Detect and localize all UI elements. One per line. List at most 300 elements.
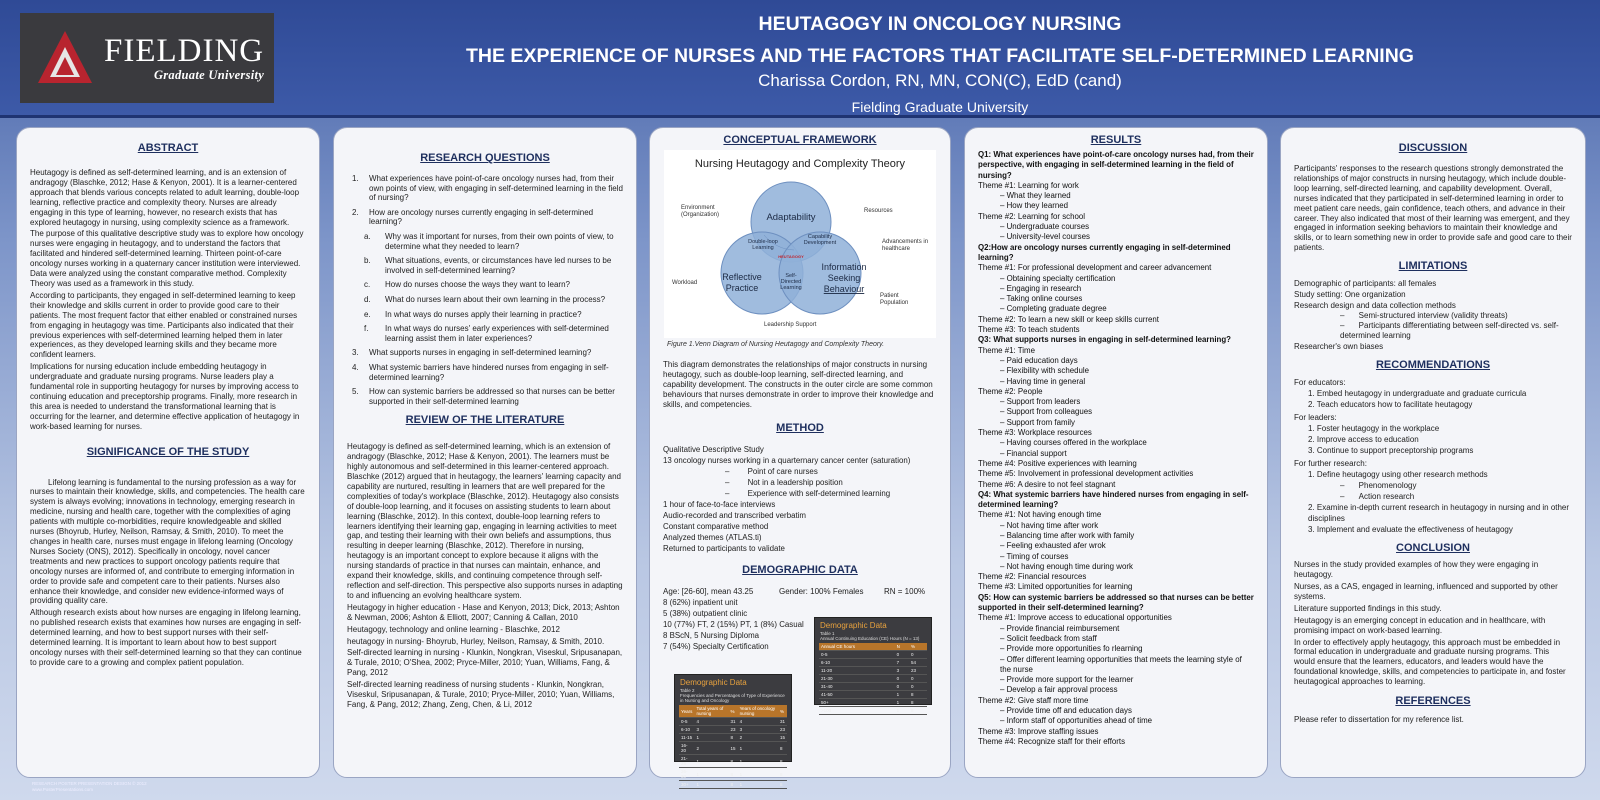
- table-cell: >100: [819, 707, 895, 715]
- method-line: Qualitative Descriptive Study: [663, 444, 764, 454]
- table-header-cell: N: [895, 643, 909, 651]
- demographic-line: 5 (38%) outpatient clinic: [663, 608, 748, 618]
- table-cell: 8: [778, 768, 787, 781]
- literature-paragraph: Heutagogy is defined as self-determined learning, which is an extension of andragogy (Blaschke, 2012; Hase & Kenyon, 2001). The learners must be highly autonomous and self-determined in this learner-centered approach. Blaschke (2012) argued that in heutagogy, the learners' learning capacity and capability are nurtured, resulting in learners that are well prepared for the complexities of today's workplace (Blaschke, 2012). Heutagogy also consists of double-loop learning, and it focuses on assisting students to learn about learning (Blaschke, 2012). In this context, double-loop learning refers to learners identifying their learning gap, engaging in learning activities to meet gap, and testing their learning with their own beliefs and assumptions, thus resulting in deeper learning (Blaschke, 2012). Therefore in nursing, heutagogy is an important concept to explore because it aligns with the nursing standards of practice in that nurses can maintain, enhance, and expand their knowledge, skills, and continuing competence through self-reflection and self-direction. This perspective also supports nurses in adapting to and influencing an evolving healthcare system.: [347, 442, 623, 600]
- research-question-number: 5.: [352, 387, 359, 397]
- research-question: [347, 363, 623, 382]
- poster-header: [0, 0, 1600, 118]
- table-cell: 50+: [819, 699, 895, 707]
- demographic-line: 10 (77%) FT, 2 (15%) PT, 1 (8%) Casual: [663, 619, 804, 629]
- results-subtheme: – Support from colleagues: [978, 407, 1254, 417]
- demographic-line: 8 BScN, 5 Nursing Diploma: [663, 630, 760, 640]
- demographic-line: 8 (62%) inpatient unit: [663, 597, 738, 607]
- table-cell: 41-50: [819, 691, 895, 699]
- conclusion-paragraph: Heutagogy is an emerging concept in education and in healthcare, with promising impact on work-based learning.: [1294, 615, 1546, 635]
- table-row: [819, 659, 927, 667]
- results-subtheme: – Balancing time after work with family: [978, 531, 1254, 541]
- table-cell: 8: [729, 755, 738, 768]
- logo-name: FIELDING: [104, 32, 265, 69]
- results-subtheme: – Obtaining specialty certification: [978, 274, 1254, 284]
- method-sub: – Not in a leadership position: [663, 477, 937, 488]
- research-question: [347, 295, 623, 305]
- significance-heading: SIGNIFICANCE OF THE STUDY: [86, 445, 250, 458]
- table-cell: 0: [895, 683, 909, 691]
- discussion-heading: DISCUSSION: [1398, 142, 1468, 154]
- results-subtheme: – Inform staff of opportunities ahead of time: [978, 716, 1254, 726]
- research-question-number: e.: [364, 309, 371, 319]
- results-subtheme: – Flexibility with schedule: [978, 366, 1254, 376]
- venn-overlap-learning: Learning: [752, 245, 774, 251]
- table-cell: 8: [778, 755, 787, 768]
- method-line: 1 hour of face-to-face interviews: [663, 499, 776, 509]
- panel-research: [333, 127, 637, 778]
- table-cell: 1: [694, 768, 728, 781]
- table-cell: 8: [909, 707, 927, 715]
- results-subtheme: – Undergraduate courses: [978, 222, 1254, 232]
- logo-subtitle: Graduate University: [153, 67, 265, 82]
- conclusion-heading: CONCLUSION: [1396, 542, 1470, 555]
- limitation-sub: – Semi-structured interview (validity threats): [1294, 311, 1572, 321]
- table-row: [819, 707, 927, 715]
- method-line: 13 oncology nurses working in a quarternary cancer center (saturation): [663, 455, 911, 465]
- results-subtheme: – Feeling exhausted afer wrok: [978, 541, 1254, 551]
- table-cell: 8: [909, 691, 927, 699]
- table-cell: 11-15: [679, 734, 694, 742]
- table-cell: 1: [895, 707, 909, 715]
- research-question-text: Why was it important for nurses, from their own points of view, to determine what they needed to learn?: [385, 231, 614, 251]
- table2-title: Demographic Data: [680, 678, 747, 687]
- recommendation-item: 1. Foster heutagogy in the workplace: [1308, 424, 1440, 434]
- recommendation-group: For further research:: [1294, 459, 1367, 469]
- results-subtheme: – Not having time after work: [978, 521, 1254, 531]
- conclusion-paragraph: Literature supported findings in this study.: [1294, 603, 1442, 613]
- table-row: [819, 683, 927, 691]
- results-theme: Theme #3: Workplace resources: [978, 428, 1092, 438]
- table-cell: 31-40: [819, 683, 895, 691]
- demographic-table-ce-hours: [814, 617, 932, 713]
- results-subtheme: – Solicit feedback from staff: [978, 634, 1254, 644]
- references-heading: REFERENCES: [1395, 695, 1471, 708]
- research-question-text: What systemic barriers have hindered nurses from engaging in self-determined learning?: [369, 362, 609, 382]
- table-row: [679, 781, 787, 789]
- table-header-cell: Annual CE hours: [819, 643, 895, 651]
- venn-overlap-self: Self-: [785, 273, 797, 279]
- results-subtheme: – Develop a fair approval process: [978, 685, 1254, 695]
- recommendations-heading: RECOMMENDATIONS: [1375, 359, 1491, 372]
- table-header-cell: Years: [679, 705, 694, 718]
- venn-overlap-capability: Capability: [807, 234, 833, 240]
- table-cell: 31: [778, 718, 787, 726]
- venn-label-seeking: Seeking: [827, 273, 861, 283]
- research-question-text: What situations, events, or circumstances have led nurses to be involved in self-determined learning?: [385, 256, 612, 275]
- research-question-number: b.: [364, 256, 371, 266]
- table-cell: 0: [909, 683, 927, 691]
- demographic-table-experience: [674, 674, 792, 787]
- table-cell: 0: [895, 651, 909, 659]
- results-theme: Theme #4: Recognize staff for their efforts: [978, 736, 1126, 746]
- results-subtheme: – Having courses offered in the workplace: [978, 438, 1254, 448]
- results-question: Q5: How can systemic barriers be addressed so that nurses can be better supported in their self-determined learning?: [978, 592, 1254, 613]
- venn-overlap-development: Development: [803, 240, 837, 246]
- abstract-paragraph: According to participants, they engaged in self-determined learning to keep their knowledge and skills current in order to provide good care to their patients. The most frequent factor that either enabled or constrained nurses from engaging in heutagogy was time. Participants also indicated that their previous experiences with self-determined learning helped them in later experiences, as they developed learning skills and they became more confident learners.: [30, 290, 298, 360]
- research-question-text: How can systemic barriers be addressed so that nurses can be better supported in their self-determined learning: [369, 387, 615, 406]
- table-row: [679, 755, 787, 768]
- table-cell: 4: [738, 718, 778, 726]
- fielding-logo: [20, 13, 274, 103]
- research-question-text: How do nurses choose the ways they want to learn?: [385, 280, 570, 290]
- figure-caption: Figure 1.Venn Diagram of Nursing Heutagogy and Complexity Theory.: [667, 341, 885, 348]
- method-sub: – Experience with self-determined learning: [663, 488, 937, 499]
- abstract-heading: ABSTRACT: [137, 142, 199, 154]
- research-question-text: What experiences have point-of-care oncology nurses had, from their own points of view, with engaging in self-determined learning in the field of nursing?: [369, 174, 623, 203]
- poster-title: HEUTAGOGY IN ONCOLOGY NURSING: [758, 13, 1122, 35]
- research-question-number: 3.: [352, 348, 359, 358]
- results-subtheme: – Offer different learning opportunities that meets the learning style of the nurse: [978, 655, 1254, 676]
- table2-note: Table 2: [680, 688, 695, 693]
- research-question-text: In what ways do nurses apply their learning in practice?: [385, 309, 582, 319]
- venn-figure: [664, 150, 936, 338]
- outer-patient: Patient: [880, 293, 899, 299]
- table-cell: 3: [738, 726, 778, 734]
- research-question-number: 2.: [352, 207, 359, 217]
- table-cell: 0-5: [819, 651, 895, 659]
- results-theme: Theme #3: To teach students: [978, 325, 1080, 335]
- abstract-paragraph: The purpose of this qualitative descriptive study was to explore how oncology nurses were engaging in heutagogy, and to understand the factors that facilitated and hindered self-determined learning. Thirteen point-of-care oncology nurses working in a quaternary cancer institution were interviewed. Data were analyzed using the constant comparative method. Complexity Theory was used as a framework in this study.: [30, 229, 304, 288]
- table-cell: 1: [694, 755, 728, 768]
- research-questions-list: [347, 174, 623, 406]
- table1-grid: [819, 643, 927, 715]
- recommendation-item: 2. Examine in-depth current research in heutagogy in nursing and in other disciplines: [1308, 503, 1570, 524]
- table-cell: 8: [778, 781, 787, 789]
- results-subtheme: – Not having enough time during work: [978, 562, 1254, 572]
- research-question: [347, 387, 623, 406]
- outer-workload: Workload: [672, 280, 698, 286]
- table-cell: 6-10: [819, 659, 895, 667]
- footer-copyright: RESEARCH POSTER PRESENTATION DESIGN © 2012: [32, 781, 147, 786]
- table-cell: 8: [729, 768, 738, 781]
- author-name: Charissa Cordon, RN, MN, CON(C), EdD (cand): [758, 71, 1122, 90]
- venn-label-behaviour: Behaviour: [823, 284, 865, 294]
- literature-item: Self-directed learning in nursing - Klunkin, Nongkran, Viseskul, Sripusanapan, & Turale, 2010; O'Shea, 2002; Pryce-Miller, 2010; Yuan, Williams, Fang, & Pang, 2012: [347, 648, 623, 678]
- conclusion-paragraph: In order to effectively apply heutagogy, this approach must be embedded in formal education in undergraduate and graduate nursing programs. This would ensure that the learners, educators, and leaders would have the foundational knowledge, skills, and competencies to participate in, and foster heutagogical approaches to learning.: [1294, 637, 1566, 687]
- method-line: Audio-recorded and transcribed verbatim: [663, 510, 806, 520]
- demographic-summary-row: [663, 586, 937, 597]
- discussion-text: Participants' responses to the research questions strongly demonstrated the relationships of major constructs in nursing heutagogy, which include double-loop learning, self-directed learning, and capability development. Overall, nurses indicated that they participated in self-determined learning in order to meet patient care needs, gain confidence, teach others, and advance in their career. They also indicated that most of their learning was emergent, and they engaged in information seeking behaviors to maintain their knowledge and skills, or to learn something new in order to provide safe and good care to their patients.: [1294, 164, 1572, 253]
- table-cell: 15: [729, 742, 738, 755]
- results-subtheme: – Provide time off and education days: [978, 706, 1254, 716]
- outer-leadership: Leadership Support: [764, 322, 817, 328]
- table-cell: 1: [694, 781, 728, 789]
- venn-label-adaptability: Adaptability: [766, 212, 816, 223]
- significance-paragraph: Lifelong learning is fundamental to the nursing profession as a way for nurses to maintain their knowledge, skills, and competencies. The health care system is always evolving; innovations in technology, emerging research in medicine, nursing and health care, together with the complexities of aging patients with multiple co-morbidities, require knowledgeable and skilled nurses (Bhoyrub, Hurley, Neilson, Ramsay, & Smith, 2010). To meet the changes in health care, nurses must engage in lifelong learning (Oncology Nurses Society (ONS), 2012). Specifically in oncology, novel cancer treatments and new practices to support oncology patients require that oncology nurses are informed of, and contribute to emerging information in order to provide safe and competent care to their patients. Nurses also enhance their knowledge, and consider new evidence-informed ways of providing quality care.: [30, 477, 305, 606]
- venn-label-practice: Practice: [725, 283, 759, 293]
- conclusion-paragraph: Nurses in the study provided examples of how they were engaging in heutagogy.: [1294, 560, 1539, 580]
- recommendation-item: 3. Continue to support preceptorship programs: [1308, 446, 1474, 456]
- results-question: Q4: What systemic barriers have hindered nurses from engaging in self-determined learning?: [978, 489, 1249, 510]
- recommendation-item: 2. Improve access to education: [1308, 435, 1419, 445]
- research-question-number: 4.: [352, 362, 359, 372]
- results-list: [978, 150, 1254, 747]
- results-subtheme: – What they learned: [978, 191, 1254, 201]
- demographic-heading: DEMOGRAPHIC DATA: [742, 563, 858, 576]
- research-question-number: f.: [364, 324, 369, 334]
- results-subtheme: – Engaging in research: [978, 284, 1254, 294]
- research-question-text: What do nurses learn about their own learning in the process?: [385, 294, 606, 304]
- table-cell: 54: [909, 659, 927, 667]
- table-cell: 6-10: [679, 726, 694, 734]
- venn-overlap-directed: Directed: [780, 279, 802, 285]
- abstract-paragraph: Heutagogy is defined as self-determined learning, and is an extension of andragogy (Blaschke, 2012; Hase & Kenyon, 2001). It is a learner-centered approach that blends various concepts related to adult learning, double-loop learning, reflective practice and complexity theory. Nurses are already engaging in this type of learning, however, no research exists that has explored heutagogy in nursing, using complexity science as a framework.: [30, 168, 300, 227]
- limitation-item: Research design and data collection methods: [1294, 301, 1456, 311]
- method-line: Returned to participants to validate: [663, 543, 785, 553]
- table-row: [819, 699, 927, 707]
- results-question: Q1: What experiences have point-of-care oncology nurses had, from their perspective, with engaging in self-determined learning in the field of nursing?: [978, 150, 1254, 180]
- significance-paragraph: Although research exists about how nurses are engaging in lifelong learning, no published research exists that examines how nurses are engaging in self-determined learning, and how to best support nurses with their self-determined learning. It is important to learn about how to best support oncology nurses with their self-determined learning so that they can continue to provide care to a growing and complex patient population.: [30, 608, 302, 667]
- research-question: [347, 256, 623, 275]
- research-question: [347, 232, 623, 251]
- research-question-text: What supports nurses in engaging in self-determined learning?: [369, 348, 592, 358]
- table-row: [679, 742, 787, 755]
- recommendation-group: For leaders:: [1294, 413, 1337, 423]
- table-row: [679, 734, 787, 742]
- table-cell: 23: [909, 667, 927, 675]
- table1-subtitle: Annual Continuing Education (CE) Hours (N = 13): [820, 636, 920, 641]
- results-theme: Theme #2: Learning for school: [978, 211, 1086, 221]
- results-subtheme: – Provide more opportunities fo rlearning: [978, 644, 1254, 654]
- limitations-list: [1294, 278, 1572, 352]
- results-subtheme: – Timing of courses: [978, 552, 1254, 562]
- limitation-item: Demographic of participants: all females: [1294, 279, 1437, 289]
- table-cell: 21-25: [679, 755, 694, 768]
- research-question-text: How are oncology nurses currently engaging in self-determined learning?: [369, 207, 594, 227]
- results-subtheme: – Taking online courses: [978, 294, 1254, 304]
- literature-heading: REVIEW OF THE LITERATURE: [405, 414, 565, 427]
- outer-environment: Environment: [681, 205, 715, 211]
- table-row: [819, 667, 927, 675]
- research-question-number: a.: [364, 231, 371, 241]
- table1-title: Demographic Data: [820, 621, 887, 630]
- table-cell: 1: [694, 734, 728, 742]
- table-cell: 7: [895, 659, 909, 667]
- table-header-cell: Years of oncology nursing: [738, 705, 778, 718]
- results-theme: Theme #1: Time: [978, 345, 1036, 355]
- research-questions-heading: RESEARCH QUESTIONS: [420, 152, 550, 164]
- research-question-number: c.: [364, 280, 371, 290]
- footer-website[interactable]: www.PosterPresentations.com: [32, 787, 94, 792]
- method-sub: – Point of care nurses: [663, 466, 937, 477]
- table-header-cell: %: [909, 643, 927, 651]
- venn-diagram: [664, 150, 936, 338]
- table-cell: 1: [738, 781, 778, 789]
- conclusion-text: [1294, 560, 1572, 687]
- table-cell: 1: [895, 699, 909, 707]
- results-theme: Theme #1: For professional development and career advancement: [978, 263, 1212, 273]
- panel-results: [964, 127, 1268, 778]
- research-question: [347, 208, 623, 227]
- results-theme: Theme #5: Involvement in professional development activities: [978, 469, 1194, 479]
- poster-subtitle: THE EXPERIENCE OF NURSES AND THE FACTORS THAT FACILITATE SELF-DETERMINED LEARNING: [466, 45, 1414, 67]
- research-question: [347, 324, 623, 343]
- recommendation-item: 3. Implement and evaluate the effectiveness of heutagogy: [1308, 525, 1513, 535]
- table-cell: 0-5: [679, 718, 694, 726]
- table-header-cell: %: [729, 705, 738, 718]
- table-cell: 1: [738, 755, 778, 768]
- significance-text: [30, 478, 306, 668]
- results-subtheme: – Support from family: [978, 418, 1254, 428]
- outer-advancements: Advancements in: [882, 239, 929, 245]
- table-cell: 8: [778, 742, 787, 755]
- literature-item: Heutagogy, technology and online learning - Blaschke, 2012: [347, 624, 560, 634]
- literature-text: [347, 442, 623, 710]
- research-question: [347, 174, 623, 203]
- results-question: Q2:How are oncology nurses currently engaging in self-determined learning?: [978, 242, 1231, 262]
- recommendation-item: 1. Embed heutagogy in undergraduate and graduate curricula: [1308, 389, 1527, 399]
- table-cell: 21-30: [819, 675, 895, 683]
- table-header-row: [679, 705, 787, 718]
- framework-heading: CONCEPTUAL FRAMEWORK: [723, 134, 877, 146]
- panel-discussion: [1280, 127, 1586, 778]
- research-question-text: In what ways do nurses' early experiences with self-determined learning assist them in later experiences?: [385, 324, 609, 343]
- table2-subtitle: Frequencies and Percentages of Type of Experience in Nursing and Oncology: [680, 693, 785, 703]
- table-cell: 0: [909, 651, 927, 659]
- table-cell: 16-20: [679, 742, 694, 755]
- table-row: [819, 675, 927, 683]
- table-cell: 15: [778, 734, 787, 742]
- results-theme: Theme #1: Learning for work: [978, 180, 1079, 190]
- table-cell: 23: [778, 726, 787, 734]
- table-row: [819, 691, 927, 699]
- demographic-rn: RN = 100%: [884, 586, 926, 596]
- outer-resources: Resources: [864, 208, 893, 214]
- table-cell: 1: [738, 768, 778, 781]
- research-question: [347, 310, 623, 320]
- recommendation-sub: – Phenomenology: [1294, 480, 1572, 491]
- table1-note: Table 1: [820, 631, 835, 636]
- research-question: [347, 348, 623, 358]
- recommendation-group: For educators:: [1294, 378, 1346, 388]
- table-cell: 2: [694, 742, 728, 755]
- results-subtheme: – University-level courses: [978, 232, 1254, 242]
- method-line: Analyzed themes (ATLAS.ti): [663, 532, 762, 542]
- table-cell: 11-20: [819, 667, 895, 675]
- limitation-item: Researcher's own biases: [1294, 342, 1384, 352]
- recommendation-sub: – Action research: [1294, 491, 1572, 502]
- table-row: [679, 718, 787, 726]
- results-theme: Theme #1: Not having enough time: [978, 510, 1102, 520]
- panel-abstract: [16, 127, 320, 778]
- results-subtheme: – How they learned: [978, 201, 1254, 211]
- results-heading: RESULTS: [1090, 134, 1142, 146]
- literature-item: Heutagogy in higher education - Hase and Kenyon, 2013; Dick, 2013; Ashton & Newman, 2006; Ashton & Elliott, 2007; Canning & Callan, 2010: [347, 602, 620, 622]
- table-cell: 8: [909, 699, 927, 707]
- recommendation-item: 1. Define heutagogy using other research methods: [1308, 470, 1488, 480]
- results-subtheme: – Provide financial reimbursement: [978, 624, 1254, 634]
- method-line: Constant comparative method: [663, 521, 769, 531]
- literature-item: Self-directed learning readiness of nursing students - Klunkin, Nongkran, Viseskul, Sripusanapan, & Turale, 2010; Pryce-Miller, 2010; Yuan, Williams, Fang, & Pang, 2012; Zhang, Zeng, Chen, & Li, 2012: [347, 680, 615, 709]
- table-cell: 23: [730, 727, 736, 732]
- table-header-cell: %: [778, 705, 787, 718]
- demographic-line: 7 (54%) Specialty Certification: [663, 641, 769, 651]
- table-cell: 30+: [679, 781, 694, 789]
- research-question-number: d.: [364, 294, 371, 304]
- table-cell: 3: [895, 667, 909, 675]
- table-cell: 8: [729, 734, 738, 742]
- table-row: [679, 726, 787, 734]
- outer-population: Population: [880, 300, 909, 306]
- table-cell: 2: [738, 734, 778, 742]
- limitation-item: Study setting: One organization: [1294, 290, 1406, 300]
- recommendations-list: [1294, 377, 1572, 535]
- table-row: [679, 768, 787, 781]
- table-row: [819, 651, 927, 659]
- results-question: Q3: What supports nurses in engaging in self-determined learning?: [978, 335, 1231, 345]
- results-subtheme: – Completing graduate degree: [978, 304, 1254, 314]
- results-theme: Theme #2: Financial resources: [978, 572, 1087, 582]
- results-theme: Theme #2: To learn a new skill or keep skills current: [978, 314, 1159, 324]
- results-theme: Theme #3: Limited opportunities for learning: [978, 582, 1133, 592]
- author-affiliation: Fielding Graduate University: [851, 99, 1029, 115]
- fielding-triangle-icon: [34, 27, 96, 89]
- venn-title: Nursing Heutagogy and Complexity Theory: [694, 158, 906, 170]
- venn-heutagogy-label: HEUTAGOGY: [778, 254, 804, 259]
- references-text: Please refer to dissertation for my reference list.: [1294, 715, 1464, 725]
- poster-footer: [32, 781, 147, 793]
- results-subtheme: – Paid education days: [978, 356, 1254, 366]
- method-heading: METHOD: [776, 421, 824, 434]
- venn-label-information: Information: [821, 262, 867, 272]
- limitations-heading: LIMITATIONS: [1398, 260, 1468, 273]
- table-cell: 31: [730, 719, 736, 724]
- framework-text: This diagram demonstrates the relationships of major constructs in nursing heutagogy, such as double-loop learning, self-directed learning, and capability development. The constructs in the outer circle are some common behaviours that nurses demonstrate in order to improve their knowledge and skills, and competencies.: [663, 360, 934, 409]
- results-theme: Theme #6: A desire to not feel stagnant: [978, 479, 1116, 489]
- results-subtheme: – Financial support: [978, 449, 1254, 459]
- table-header-row: [819, 643, 927, 651]
- table-cell: 4: [694, 718, 728, 726]
- venn-overlap-learning2: Learning: [780, 285, 802, 291]
- research-question-number: 1.: [352, 174, 359, 183]
- research-question: [347, 280, 623, 290]
- venn-label-reflective: Reflective: [722, 272, 762, 282]
- table-header-cell: Total years of nursing: [694, 705, 728, 718]
- results-subtheme: – Provide more support for the learner: [978, 675, 1254, 685]
- demographic-gender: Gender: 100% Females: [779, 586, 864, 596]
- outer-organization: (Organization): [681, 212, 720, 218]
- abstract-text: [30, 168, 306, 432]
- panel-framework: [649, 127, 951, 787]
- table2-grid: [679, 705, 787, 789]
- abstract-paragraph: Implications for nursing education include embedding heutagogy in undergraduate and graduate nursing programs. Nurse leaders play a fundamental role in supporting heutagogy for nurses by improving access to continuing education and preceptorship programs. Finally, more research in this area is needed to understand the transformational learning that is occurring for the learner, and determine effective application of heutagogy in work-based learning for nurses.: [30, 362, 300, 431]
- table-cell: 26-30: [679, 768, 694, 781]
- venn-overlap-double-loop: Double-loop: [748, 239, 778, 245]
- demographic-age: Age: [26-60], mean 43.25: [663, 586, 754, 596]
- table-cell: 0: [895, 675, 909, 683]
- table-cell: 0: [909, 675, 927, 683]
- results-theme: Theme #4: Positive experiences with learning: [978, 458, 1137, 468]
- outer-healthcare: healthcare: [882, 246, 911, 252]
- table-cell: 3: [694, 726, 728, 734]
- table-cell: 1: [738, 742, 778, 755]
- limitation-sub: – Participants differentiating between self-directed vs. self-determined learning: [1294, 321, 1572, 341]
- results-subtheme: – Having time in general: [978, 377, 1254, 387]
- results-theme: Theme #1: Improve access to educational opportunities: [978, 613, 1172, 623]
- method-list: [663, 444, 937, 554]
- literature-item: heutagogy in nursing- Bhoyrub, Hurley, Neilson, Ramsay, & Smith, 2010.: [347, 636, 605, 646]
- results-subtheme: – Support from leaders: [978, 397, 1254, 407]
- table-cell: 1: [895, 691, 909, 699]
- results-theme: Theme #2: Give staff more time: [978, 695, 1089, 705]
- results-theme: Theme #3: Improve staffing issues: [978, 726, 1099, 736]
- results-theme: Theme #2: People: [978, 386, 1043, 396]
